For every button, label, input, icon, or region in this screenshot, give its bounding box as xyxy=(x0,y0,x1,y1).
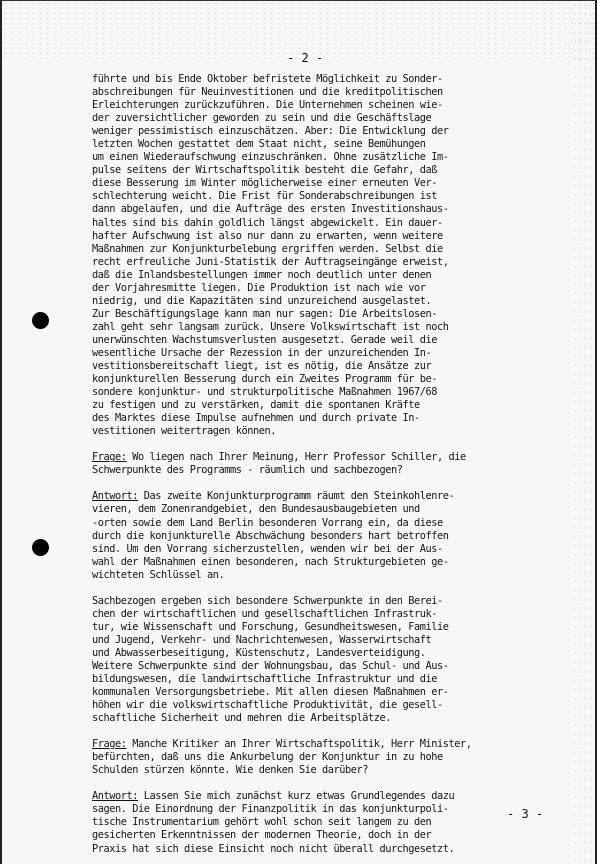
text-line: schlechterung weicht. Die Frist für Sonderabschreibungen ist xyxy=(92,190,437,203)
text-line: schaftliche Sicherheit und mehren die Arbeitsplätze. xyxy=(92,712,391,725)
text-line: Sachbezogen ergeben sich besondere Schwerpunkte in den Berei- xyxy=(92,594,443,607)
text-line xyxy=(92,451,562,464)
punch-hole-top xyxy=(32,312,49,329)
text-line: Praxis hat sich diese Einsicht noch nicht überall durchgesetzt. xyxy=(92,842,455,855)
intro-paragraph xyxy=(92,73,562,438)
text-segment: Lassen Sie mich zunächst kurz etwas Grundlegendes dazu xyxy=(138,790,455,803)
text-line: Erleichterungen zurückzuführen. Die Unternehmen scheinen wie- xyxy=(92,99,443,112)
text-line: sagen. Die Einordnung der Finanzpolitik in das konjunkturpoli- xyxy=(92,803,449,816)
speaker-label: Frage: xyxy=(92,738,127,751)
text-line: konjunkturellen Besserung durch ein Zweites Programm für be- xyxy=(92,373,437,386)
text-line: diese Besserung im Winter möglicherweise einer erneuten Ver- xyxy=(92,177,437,190)
speaker-label: Frage: xyxy=(92,451,127,464)
text-segment: Manche Kritiker an Ihrer Wirtschaftspolitik, Herr Minister, xyxy=(126,738,472,751)
text-line: um einen Wiederaufschwung einzuschränken. Ohne zusätzliche Im- xyxy=(92,151,449,164)
text-line: wahl der Maßnahmen einen besonderen, nach Strukturgebieten ge- xyxy=(92,555,449,568)
text-line: der zuversichtlicher geworden zu sein und die Geschäftslage xyxy=(92,112,432,125)
text-line: tur, wie Wissenschaft und Forschung, Gesundheitswesen, Familie xyxy=(92,620,449,633)
text-line: befürchten, daß uns die Ankurbelung der Konjunktur in zu hohe xyxy=(92,751,443,764)
text-line: bildungswesen, die landwirtschaftliche Infrastruktur und die xyxy=(92,673,437,686)
text-line: wichteten Schlüssel an. xyxy=(92,568,225,581)
text-line: höhen wir die volkswirtschaftliche Produktivität, die gesell- xyxy=(92,699,443,712)
text-line: haltes sind bis dahin goldlich längst abgewickelt. Ein dauer- xyxy=(92,216,443,229)
answer-1 xyxy=(92,490,562,581)
text-line: chen der wirtschaftlichen und gesellschaftlichen Infrastruk- xyxy=(92,607,437,620)
text-line: Schwerpunkte des Programms - räumlich und sachbezogen? xyxy=(92,464,403,477)
text-line: wesentliche Ursache der Rezession in der unzureichenden In- xyxy=(92,346,432,359)
speaker-label: Antwort: xyxy=(92,490,138,503)
text-line: gesicherten Erkenntnissen der modernen Theorie, doch in der xyxy=(92,829,432,842)
text-line: daß die Inlandsbestellungen immer noch deutlich unter denen xyxy=(92,268,432,281)
text-line: letzten Wochen gestattet dem Staat nicht, seine Bemühungen xyxy=(92,138,426,151)
text-line: niedrig, und die Kapazitäten sind unzureichend ausgelastet. xyxy=(92,294,432,307)
text-line: zahl geht sehr langsam zurück. Unsere Volkswirtschaft ist noch xyxy=(92,320,449,333)
text-line: pulse seitens der Wirtschaftspolitik besteht die Gefahr, daß xyxy=(92,164,437,177)
text-line xyxy=(92,738,562,751)
page-number-footer: - 3 - xyxy=(507,807,544,821)
text-line: abschreibungen für Neuinvestitionen und die kreditpolitischen xyxy=(92,86,443,99)
text-line: recht erfreuliche Juni-Statistik der Auftragseingänge erweist, xyxy=(92,255,449,268)
text-line: vestitionsbereitschaft liegt, ist es nötig, die Ansätze zur xyxy=(92,360,432,373)
text-line: zu festigen und zu verstärken, damit die spontanen Kräfte xyxy=(92,399,420,412)
text-line: sind. Um den Vorrang sicherzustellen, wenden wir bei der Aus- xyxy=(92,542,443,555)
text-segment: Das zweite Konjunkturprogramm räumt den Steinkohlenre- xyxy=(138,490,455,503)
question-1 xyxy=(92,451,562,477)
text-line: Weitere Schwerpunkte sind der Wohnungsbau, das Schul- und Aus- xyxy=(92,659,449,672)
text-line: Maßnahmen zur Konjunkturbelebung ergriffen werden. Selbst die xyxy=(92,242,443,255)
text-line: unerwünschten Wachstumsverlusten ausgesetzt. Gerade weil die xyxy=(92,333,437,346)
text-line: vestitionen weitertragen können. xyxy=(92,425,276,438)
answer-1-paragraph-2 xyxy=(92,595,562,725)
text-line: und Abwasserbeseitigung, Küstenschutz, Landesverteidigung. xyxy=(92,646,426,659)
text-line xyxy=(92,790,562,803)
text-line: durch die konjunkturelle Abschwächung besonders hart betroffen xyxy=(92,529,449,542)
punch-hole-bottom xyxy=(32,539,49,556)
text-line: hafter Aufschwung ist also nur dann zu erwarten, wenn weitere xyxy=(92,229,443,242)
text-line: weniger pessimistisch einzuschätzen. Aber: Die Entwicklung der xyxy=(92,125,449,138)
document-body xyxy=(92,73,562,856)
text-line: Zur Beschäftigungslage kann man nur sagen: Die Arbeitslosen- xyxy=(92,307,437,320)
text-line: sondere konjunktur- und strukturpolitische Maßnahmen 1967/68 xyxy=(92,386,437,399)
text-line: dann abgelaufen, und die Aufträge des ersten Investitionshaus- xyxy=(92,203,449,216)
text-line: der Vorjahresmitte liegen. Die Produktion ist nach wie vor xyxy=(92,281,426,294)
text-line: und Jugend, Verkehr- und Nachrichtenwesen, Wasserwirtschaft xyxy=(92,633,432,646)
answer-2 xyxy=(92,790,562,855)
text-segment: Wo liegen nach Ihrer Meinung, Herr Professor Schiller, die xyxy=(126,451,466,464)
text-line: vieren, dem Zonenrandgebiet, den Bundesausbaugebieten und xyxy=(92,503,420,516)
question-2 xyxy=(92,738,562,777)
scan-noise-right xyxy=(573,1,595,864)
text-line: des Marktes diese Impulse aufnehmen und durch private In- xyxy=(92,412,420,425)
text-line: Schulden stürzen könnte. Wie denken Sie darüber? xyxy=(92,764,368,777)
text-line: tische Instrumentarium gehört wohl schon seit langem zu den xyxy=(92,816,432,829)
text-line xyxy=(92,490,562,503)
speaker-label: Antwort: xyxy=(92,790,138,803)
page-number-header: - 2 - xyxy=(287,51,324,65)
text-line: -orten sowie dem Land Berlin besonderen Vorrang ein, da diese xyxy=(92,516,443,529)
text-line: führte und bis Ende Oktober befristete Möglichkeit zu Sonder- xyxy=(92,73,443,85)
text-line: kommunalen Versorgungsbetriebe. Mit allen diesen Maßnahmen er- xyxy=(92,686,449,699)
